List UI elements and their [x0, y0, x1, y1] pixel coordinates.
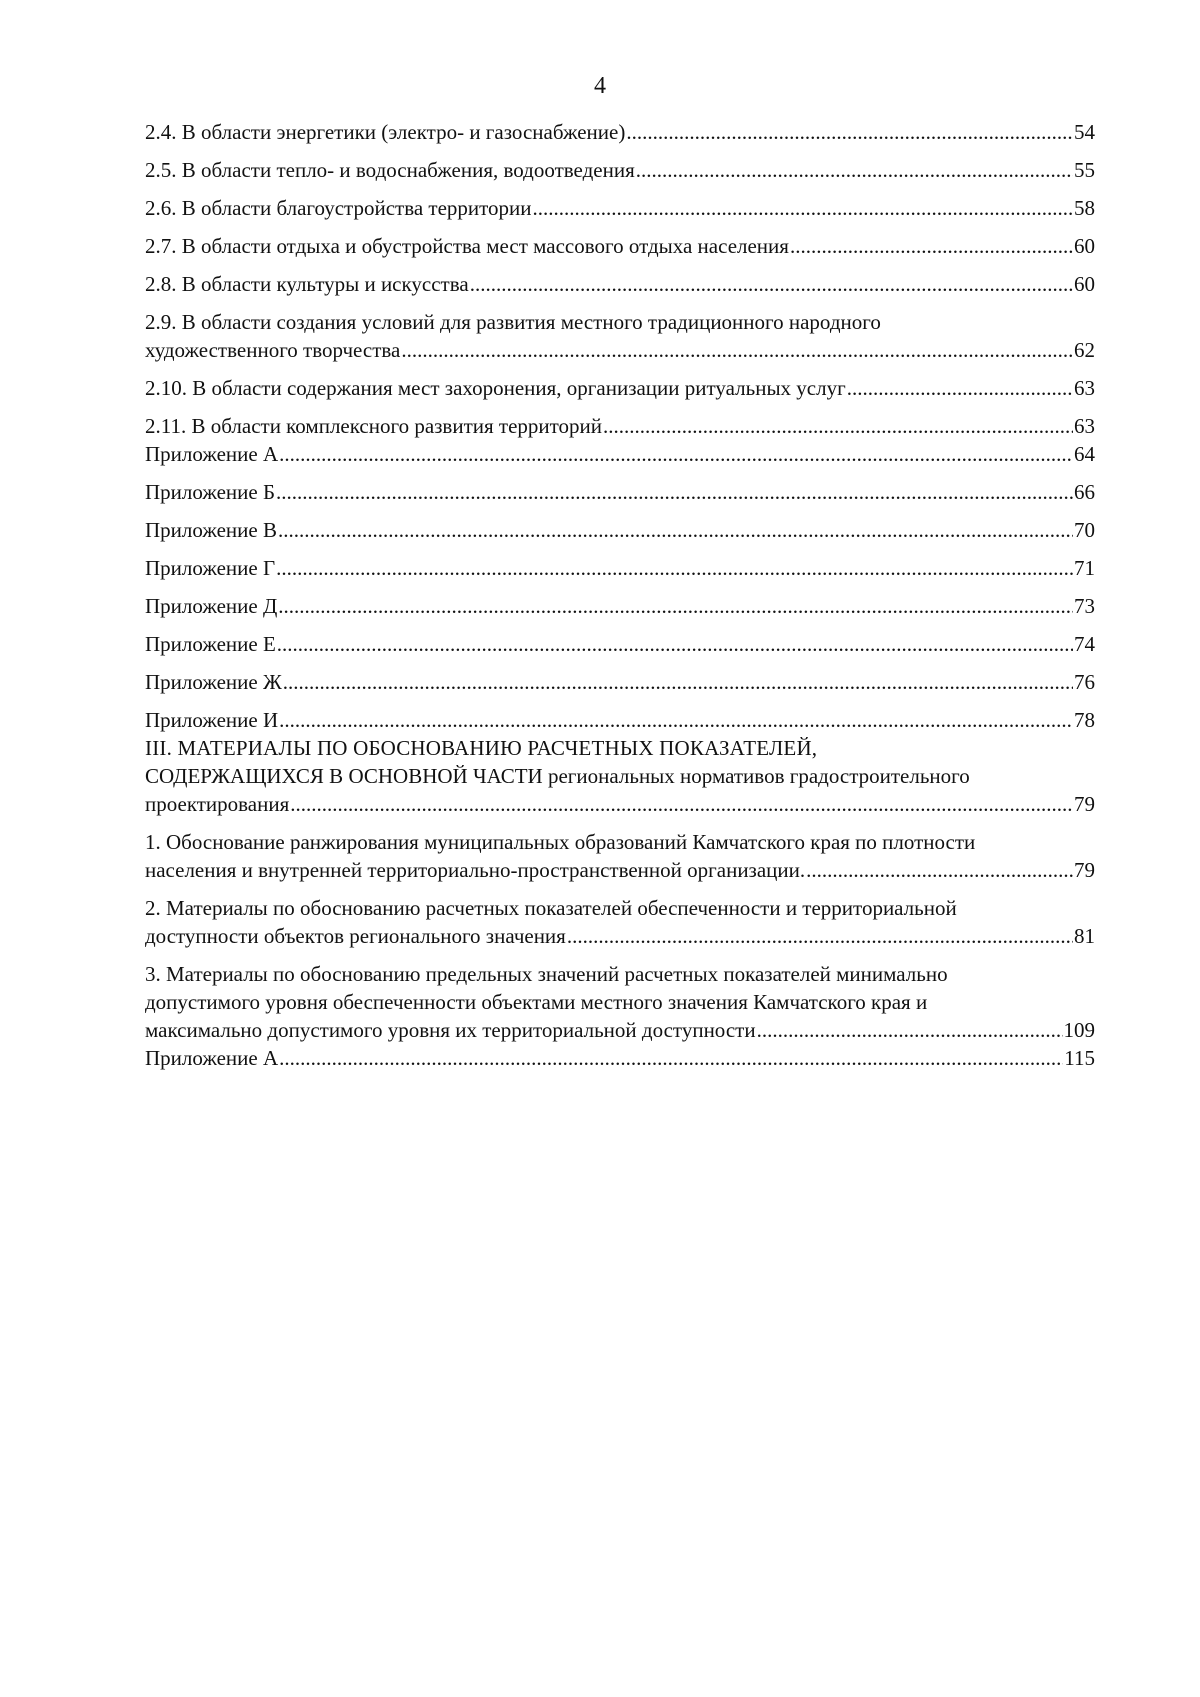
toc-entry-title: Приложение Е: [145, 632, 276, 656]
dot-leader: [790, 232, 1073, 260]
dot-leader: [276, 478, 1073, 506]
toc-entry-page: 63: [1074, 414, 1095, 438]
dot-leader: [636, 156, 1073, 184]
toc-entry-appendix-e[interactable]: [145, 630, 1095, 658]
toc-entry-title: 2.10. В области содержания мест захоронения, организации ритуальных услуг: [145, 376, 846, 400]
dot-leader: [567, 922, 1073, 950]
dot-leader: [533, 194, 1073, 222]
toc-entry-title: Приложение А: [145, 442, 279, 466]
toc-entry-title: Приложение Б: [145, 480, 276, 504]
toc-entry-page: 63: [1074, 376, 1095, 400]
toc-entry-iii-1[interactable]: [145, 828, 1095, 884]
toc-entry-page: 73: [1074, 594, 1095, 618]
toc-entry-appendix-v[interactable]: [145, 516, 1095, 544]
toc-entry-title: Приложение И: [145, 708, 279, 732]
dot-leader: [278, 592, 1073, 620]
toc-entry-title: доступности объектов регионального значения: [145, 924, 566, 948]
toc-entry-appendix-i[interactable]: [145, 706, 1095, 734]
toc-entry-iii-2[interactable]: [145, 894, 1095, 950]
toc-entry-2-8[interactable]: [145, 270, 1095, 298]
toc-entry-title: 2.11. В области комплексного развития территорий: [145, 414, 603, 438]
toc-entry-iii-3[interactable]: [145, 960, 1095, 1044]
toc-entry-page: 109: [1063, 1018, 1095, 1042]
dot-leader: [276, 554, 1073, 582]
toc-entry-appendix-a[interactable]: [145, 440, 1095, 468]
toc-entry-title: 2.8. В области культуры и искусства: [145, 272, 469, 296]
toc-entry-page: 74: [1074, 632, 1095, 656]
toc-entry-title: 2.7. В области отдыха и обустройства мест массового отдыха населения: [145, 234, 789, 258]
toc-entry-title: Приложение Д: [145, 594, 278, 618]
toc-entry-2-11[interactable]: [145, 412, 1095, 440]
toc-entry-title-line: III. МАТЕРИАЛЫ ПО ОБОСНОВАНИЮ РАСЧЕТНЫХ ПОКАЗАТЕЛЕЙ,: [145, 736, 818, 760]
toc-entry-title-line: 3. Материалы по обоснованию предельных значений расчетных показателей минимально: [145, 962, 948, 986]
page-number: 4: [594, 73, 606, 99]
dot-leader: [277, 630, 1073, 658]
toc-entry-appendix-d[interactable]: [145, 592, 1095, 620]
toc-entry-title-line: СОДЕРЖАЩИХСЯ В ОСНОВНОЙ ЧАСТИ региональных нормативов градостроительного: [145, 764, 970, 788]
toc-entry-page: 54: [1074, 120, 1095, 144]
toc-entry-page: 79: [1074, 858, 1095, 882]
toc-entry-title: художественного творчества: [145, 338, 401, 362]
toc-entry-2-10[interactable]: [145, 374, 1095, 402]
toc-entry-iii-appendix-a[interactable]: [145, 1044, 1095, 1072]
toc-entry-page: 64: [1074, 442, 1095, 466]
toc-entry-title: 2.4. В области энергетики (электро- и газоснабжение): [145, 120, 626, 144]
toc-entry-2-9[interactable]: [145, 308, 1095, 364]
toc-entry-title: Приложение Г: [145, 556, 276, 580]
toc-entry-title: 2.6. В области благоустройства территории: [145, 196, 532, 220]
toc-entry-title: Приложение А: [145, 1046, 279, 1070]
dot-leader: [279, 1044, 1063, 1072]
toc-entry-title: проектирования: [145, 792, 290, 816]
toc-entry-page: 79: [1074, 792, 1095, 816]
toc-entry-title-line: 2.9. В области создания условий для развития местного традиционного народного: [145, 310, 881, 334]
toc-entry-page: 115: [1064, 1046, 1095, 1070]
toc-entry-title: максимально допустимого уровня их территориальной доступности: [145, 1018, 756, 1042]
dot-leader: [279, 706, 1073, 734]
dot-leader: [290, 790, 1073, 818]
dot-leader: [283, 668, 1073, 696]
toc-entry-page: 71: [1074, 556, 1095, 580]
toc-entry-page: 58: [1074, 196, 1095, 220]
toc-entry-page: 76: [1074, 670, 1095, 694]
dot-leader: [626, 118, 1073, 146]
dot-leader: [847, 374, 1073, 402]
dot-leader: [401, 336, 1073, 364]
toc-entry-title: 2.5. В области тепло- и водоснабжения, водоотведения: [145, 158, 635, 182]
toc-entry-title-line: 2. Материалы по обоснованию расчетных показателей обеспеченности и территориальной: [145, 896, 957, 920]
dot-leader: [757, 1016, 1063, 1044]
toc-entry-section-iii[interactable]: [145, 734, 1095, 818]
toc-entry-appendix-zh[interactable]: [145, 668, 1095, 696]
toc-entry-2-7[interactable]: [145, 232, 1095, 260]
toc-entry-page: 78: [1074, 708, 1095, 732]
table-of-contents: [145, 118, 1095, 1072]
toc-entry-page: 60: [1074, 234, 1095, 258]
toc-entry-title: Приложение В: [145, 518, 277, 542]
toc-entry-title-line: 1. Обоснование ранжирования муниципальных образований Камчатского края по плотности: [145, 830, 976, 854]
dot-leader: [470, 270, 1073, 298]
toc-entry-2-4[interactable]: [145, 118, 1095, 146]
toc-entry-title: населения и внутренней территориально-пространственной организации.: [145, 858, 806, 882]
dot-leader: [603, 412, 1073, 440]
toc-entry-appendix-b[interactable]: [145, 478, 1095, 506]
dot-leader: [279, 440, 1073, 468]
toc-entry-2-5[interactable]: [145, 156, 1095, 184]
toc-entry-page: 66: [1074, 480, 1095, 504]
toc-entry-page: 62: [1074, 338, 1095, 362]
toc-entry-2-6[interactable]: [145, 194, 1095, 222]
dot-leader: [806, 856, 1073, 884]
toc-entry-page: 70: [1074, 518, 1095, 542]
toc-entry-page: 55: [1074, 158, 1095, 182]
toc-entry-title: Приложение Ж: [145, 670, 282, 694]
toc-entry-page: 60: [1074, 272, 1095, 296]
dot-leader: [278, 516, 1073, 544]
toc-entry-title-line: допустимого уровня обеспеченности объектами местного значения Камчатского края и: [145, 990, 928, 1014]
toc-entry-appendix-g[interactable]: [145, 554, 1095, 582]
toc-entry-page: 81: [1074, 924, 1095, 948]
